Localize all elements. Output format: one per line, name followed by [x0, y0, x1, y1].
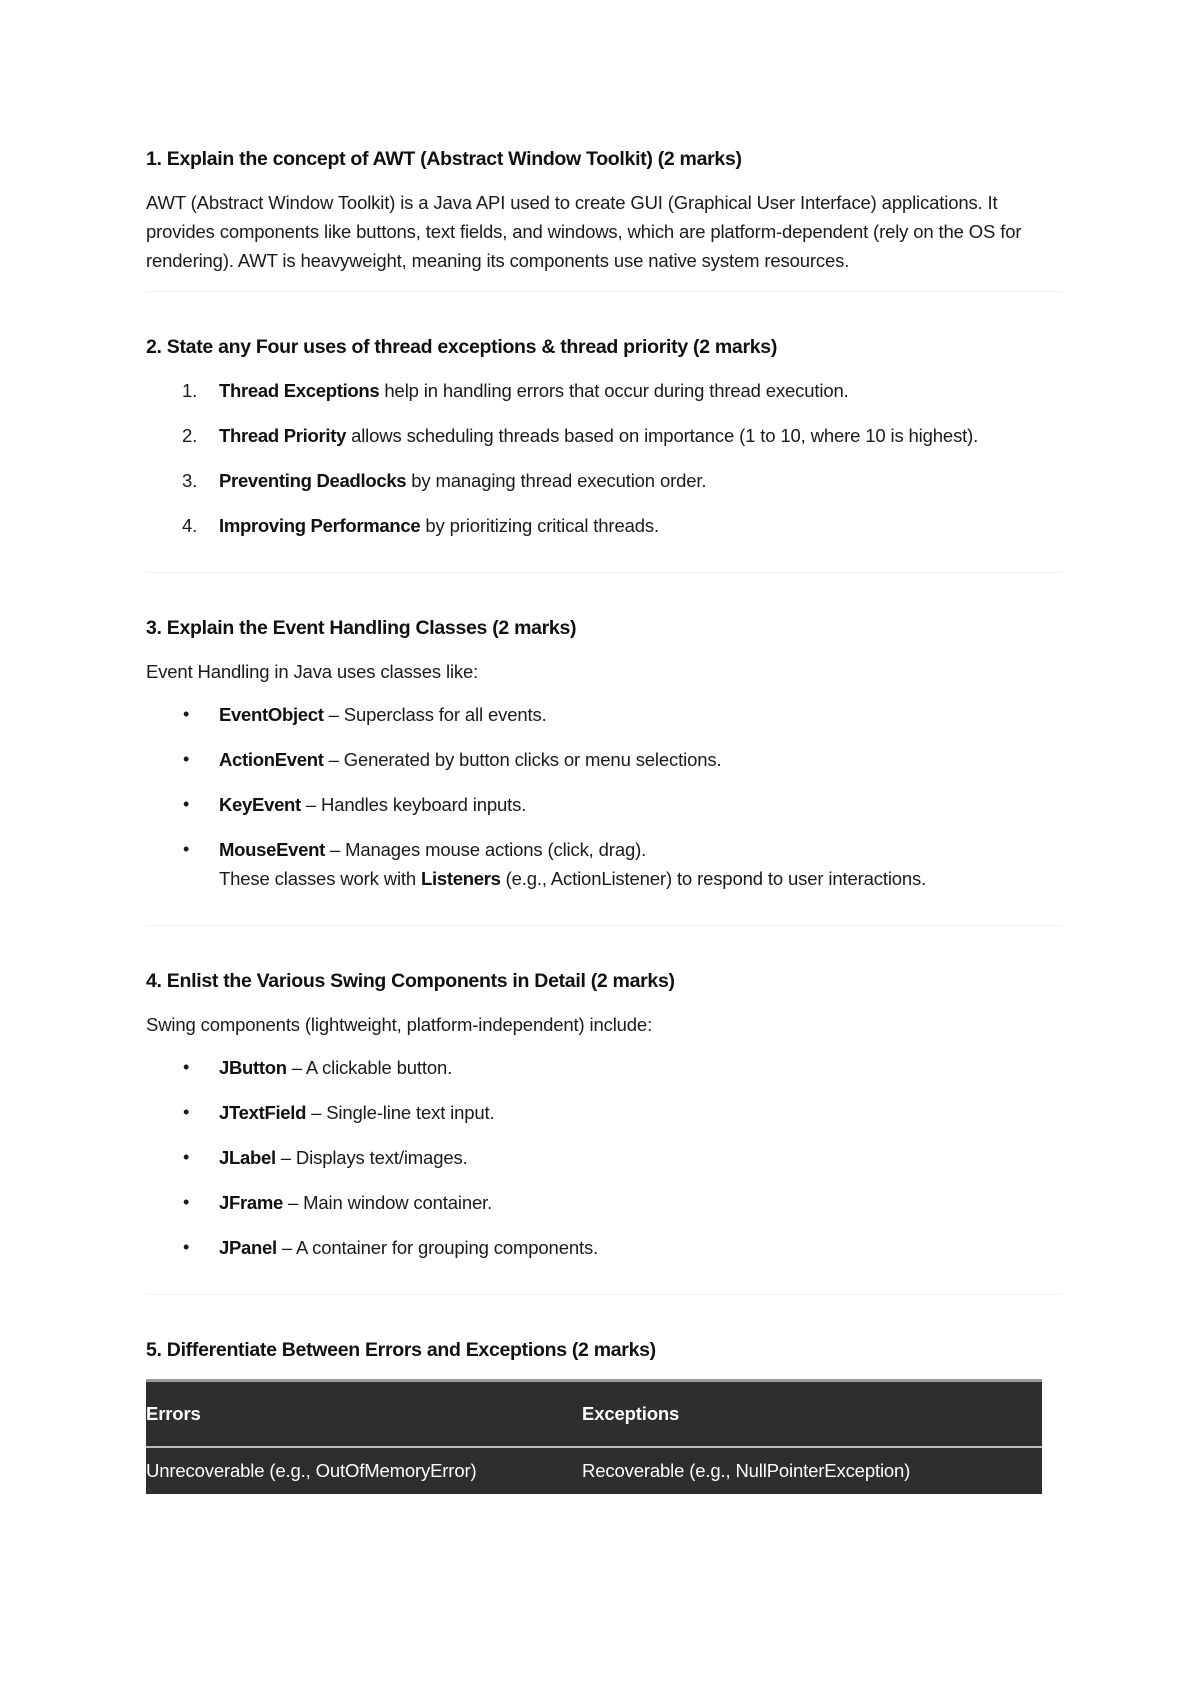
bullet-list	[146, 700, 1062, 893]
section-event-handling	[146, 615, 1062, 926]
list-item-text: by prioritizing critical threads.	[420, 515, 659, 536]
section-awt	[146, 146, 1062, 292]
bullet-marker: •	[183, 794, 190, 814]
section-title: 3. Explain the Event Handling Classes (2 marks)	[146, 617, 577, 639]
bullet-marker: •	[183, 1147, 190, 1167]
note-term: Listeners	[421, 868, 501, 889]
table-header-cell: Exceptions	[582, 1381, 1042, 1448]
list-item-term: KeyEvent	[219, 794, 301, 815]
list-item-term: Improving Performance	[219, 515, 421, 536]
list-item-text: – Single-line text input.	[306, 1102, 495, 1123]
list-item-term: JFrame	[219, 1192, 284, 1213]
section-paragraph: AWT (Abstract Window Toolkit) is a Java API used to create GUI (Graphical User Interface) applications. It provides components like buttons, text fields, and windows, which are platform-dependent (rely on the OS for rendering). AWT is heavyweight, meaning its components use native system resources.	[146, 192, 1022, 271]
bullet-marker: •	[183, 1057, 190, 1077]
list-item-term: Thread Priority	[219, 425, 347, 446]
list-item-text: – Superclass for all events.	[323, 704, 547, 725]
bullet-marker: •	[183, 1237, 190, 1257]
numbered-list	[146, 376, 1062, 540]
list-item-text: – Manages mouse actions (click, drag).	[324, 839, 647, 860]
list-item	[146, 1233, 1062, 1262]
table-cell: Recoverable (e.g., NullPointerException)	[582, 1447, 1042, 1494]
list-item-note	[219, 864, 1062, 893]
table-header-cell: Errors	[146, 1381, 582, 1448]
list-marker: 4.	[182, 515, 198, 536]
section-intro: Swing components (lightweight, platform-independent) include:	[146, 1014, 653, 1035]
list-item-text: – Handles keyboard inputs.	[300, 794, 527, 815]
list-item-text: – A clickable button.	[286, 1057, 453, 1078]
list-item	[146, 511, 1062, 540]
list-item-text: allows scheduling threads based on importance (1 to 10, where 10 is highest).	[346, 425, 979, 446]
list-marker: 2.	[182, 425, 198, 446]
list-item-text: – Displays text/images.	[275, 1147, 468, 1168]
bullet-marker: •	[183, 839, 190, 859]
list-item-term: Thread Exceptions	[219, 380, 380, 401]
section-title: 1. Explain the concept of AWT (Abstract Window Toolkit) (2 marks)	[146, 148, 742, 170]
note-text: (e.g., ActionListener) to respond to user interactions.	[500, 868, 927, 889]
list-item	[146, 1188, 1062, 1217]
list-item	[146, 1053, 1062, 1082]
list-item-text: help in handling errors that occur during thread execution.	[379, 380, 849, 401]
bullet-marker: •	[183, 1102, 190, 1122]
list-item-text: – Generated by button clicks or menu selections.	[323, 749, 722, 770]
list-item	[146, 745, 1062, 774]
list-item-term: EventObject	[219, 704, 324, 725]
list-item-term: MouseEvent	[219, 839, 325, 860]
bullet-marker: •	[183, 1192, 190, 1212]
table-cell: Unrecoverable (e.g., OutOfMemoryError)	[146, 1447, 582, 1494]
list-item	[146, 421, 1062, 450]
document-content	[146, 146, 1062, 1510]
section-thread	[146, 334, 1062, 573]
section-title: 2. State any Four uses of thread exceptions & thread priority (2 marks)	[146, 336, 778, 358]
list-item-term: JPanel	[219, 1237, 277, 1258]
section-errors-exceptions	[146, 1337, 1062, 1510]
list-item-text: – A container for grouping components.	[276, 1237, 599, 1258]
list-item	[146, 1143, 1062, 1172]
list-item-text: – Main window container.	[283, 1192, 493, 1213]
list-item-text: by managing thread execution order.	[406, 470, 707, 491]
note-text: These classes work with	[219, 868, 422, 889]
list-marker: 1.	[182, 380, 198, 401]
section-intro: Event Handling in Java uses classes like:	[146, 661, 479, 682]
bullet-marker: •	[183, 749, 190, 769]
section-swing	[146, 968, 1062, 1295]
list-item-term: JTextField	[219, 1102, 307, 1123]
list-item	[146, 466, 1062, 495]
section-title: 4. Enlist the Various Swing Components in Detail (2 marks)	[146, 970, 675, 992]
bullet-marker: •	[183, 704, 190, 724]
list-item-term: Preventing Deadlocks	[219, 470, 407, 491]
list-item	[146, 790, 1062, 819]
list-item-term: JLabel	[219, 1147, 276, 1168]
list-marker: 3.	[182, 470, 198, 491]
comparison-table	[146, 1379, 1042, 1494]
section-title: 5. Differentiate Between Errors and Exceptions (2 marks)	[146, 1339, 656, 1361]
list-item	[146, 1098, 1062, 1127]
list-item	[146, 376, 1062, 405]
list-item-term: JButton	[219, 1057, 287, 1078]
table-header-row	[146, 1381, 1042, 1448]
list-item	[146, 835, 1062, 893]
list-item-term: ActionEvent	[219, 749, 324, 770]
list-item	[146, 700, 1062, 729]
table-row	[146, 1447, 1042, 1494]
bullet-list	[146, 1053, 1062, 1262]
